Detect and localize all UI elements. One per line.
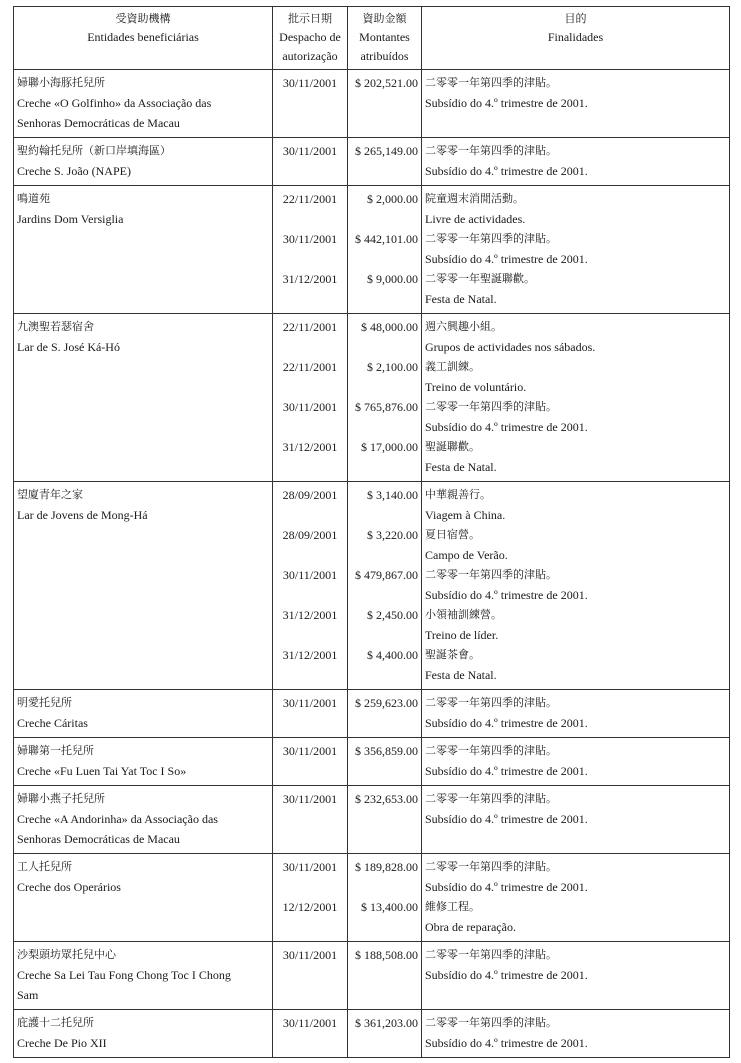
grant-date: 30/11/2001: [282, 1016, 338, 1030]
entity-name-line: 庇護十二托兒所: [17, 1016, 94, 1029]
entity-name-line: Creche «A Andorinha» da Associação das: [17, 812, 218, 826]
entity-cell: [14, 690, 273, 738]
grant-date: 30/11/2001: [282, 76, 338, 90]
table-row: [14, 482, 730, 690]
entity-name-line: 沙梨頭坊眾托兒中心: [17, 948, 116, 961]
purpose-cell: [422, 186, 730, 314]
grant-purpose-line: 週六興趣小組。: [425, 320, 502, 333]
amount-cell: [348, 482, 422, 690]
table-row: [14, 138, 730, 186]
amount-cell: [348, 138, 422, 186]
grant-date: 31/12/2001: [282, 608, 338, 622]
spacer: [273, 161, 347, 181]
grant-amount: $ 361,203.00: [355, 1016, 418, 1030]
spacer: [273, 585, 347, 605]
spacer: [348, 93, 421, 113]
spacer: [273, 877, 347, 897]
grant-date: 30/11/2001: [282, 792, 338, 806]
spacer: [348, 665, 421, 685]
grant-amount: $ 2,100.00: [367, 360, 418, 374]
date-cell: [273, 482, 348, 690]
entity-name-line: Creche «O Golfinho» da Associação das: [17, 96, 212, 110]
grant-purpose-line: 二零零一年第四季的津貼。: [425, 948, 557, 961]
entity-cell: [14, 482, 273, 690]
header-amount: 資助金額 Montantes atribuídos: [348, 7, 422, 70]
entity-cell: [14, 854, 273, 942]
spacer: [273, 665, 347, 685]
grant-date: 30/11/2001: [282, 696, 338, 710]
entity-name-line: 明愛托兒所: [17, 696, 72, 709]
grant-purpose-line: Subsídio do 4.º trimestre de 2001.: [425, 716, 588, 730]
entity-name-line: 工人托兒所: [17, 860, 72, 873]
grant-purpose-line: Festa de Natal.: [425, 668, 497, 682]
spacer: [348, 457, 421, 477]
entity-name-line: 婦聯第一托兒所: [17, 744, 94, 757]
date-cell: [273, 942, 348, 1010]
grant-purpose-line: 二零零一年第四季的津貼。: [425, 144, 557, 157]
entity-cell: [14, 186, 273, 314]
spacer: [348, 877, 421, 897]
table-row: [14, 854, 730, 942]
grant-purpose-line: Festa de Natal.: [425, 292, 497, 306]
grant-amount: $ 3,140.00: [367, 488, 418, 502]
grant-date: 31/12/2001: [282, 440, 338, 454]
spacer: [348, 585, 421, 605]
entity-name-line: 鳴道苑: [17, 192, 50, 205]
grant-purpose-line: 二零零一年第四季的津貼。: [425, 1016, 557, 1029]
grant-purpose-line: 聖誕茶會。: [425, 648, 480, 661]
purpose-cell: [422, 942, 730, 1010]
spacer: [348, 249, 421, 269]
grant-amount: $ 265,149.00: [355, 144, 418, 158]
spacer: [348, 417, 421, 437]
grant-purpose-line: Subsídio do 4.º trimestre de 2001.: [425, 968, 588, 982]
entity-cell: [14, 70, 273, 138]
entity-name-line: 婦聯小燕子托兒所: [17, 792, 105, 805]
grant-date: 30/11/2001: [282, 568, 338, 582]
spacer: [348, 337, 421, 357]
spacer: [273, 377, 347, 397]
spacer: [348, 917, 421, 937]
spacer: [273, 1033, 347, 1053]
table-row: [14, 186, 730, 314]
spacer: [273, 93, 347, 113]
purpose-cell: [422, 1010, 730, 1058]
spacer: [348, 545, 421, 565]
purpose-cell: [422, 138, 730, 186]
grant-purpose-line: Subsídio do 4.º trimestre de 2001.: [425, 252, 588, 266]
grant-amount: $ 2,000.00: [367, 192, 418, 206]
grant-purpose-line: 二零零一年第四季的津貼。: [425, 568, 557, 581]
entity-name-line: Creche De Pio XII: [17, 1036, 107, 1050]
grant-amount: $ 232,653.00: [355, 792, 418, 806]
spacer: [348, 505, 421, 525]
grant-purpose-line: Grupos de actividades nos sábados.: [425, 340, 596, 354]
grant-date: 22/11/2001: [282, 320, 338, 334]
grant-purpose-line: Subsídio do 4.º trimestre de 2001.: [425, 880, 588, 894]
amount-cell: [348, 786, 422, 854]
spacer: [348, 809, 421, 829]
grant-date: 28/09/2001: [282, 488, 338, 502]
amount-cell: [348, 70, 422, 138]
grant-purpose-line: 院童週末消閒活動。: [425, 192, 524, 205]
purpose-cell: [422, 690, 730, 738]
date-cell: [273, 186, 348, 314]
spacer: [273, 209, 347, 229]
entity-name-line: Senhoras Democráticas de Macau: [17, 832, 180, 846]
entity-name-line: 望廈青年之家: [17, 488, 83, 501]
spacer: [348, 761, 421, 781]
grant-date: 31/12/2001: [282, 272, 338, 286]
entity-name-line: 聖約翰托兒所（新口岸填海區）: [17, 144, 171, 157]
grant-purpose-line: 二零零一年第四季的津貼。: [425, 696, 557, 709]
entity-cell: [14, 738, 273, 786]
grant-purpose-line: 二零零一年聖誕聯歡。: [425, 272, 535, 285]
table-row: [14, 1010, 730, 1058]
entity-name-line: Lar de S. José Ká-Hó: [17, 340, 120, 354]
grant-date: 30/11/2001: [282, 860, 338, 874]
grant-amount: $ 442,101.00: [355, 232, 418, 246]
grant-amount: $ 259,623.00: [355, 696, 418, 710]
grant-amount: $ 48,000.00: [361, 320, 418, 334]
spacer: [348, 965, 421, 985]
purpose-cell: [422, 482, 730, 690]
grant-amount: $ 765,876.00: [355, 400, 418, 414]
spacer: [273, 625, 347, 645]
date-cell: [273, 738, 348, 786]
spacer: [348, 713, 421, 733]
grant-amount: $ 17,000.00: [361, 440, 418, 454]
grant-purpose-line: Subsídio do 4.º trimestre de 2001.: [425, 420, 588, 434]
entity-cell: [14, 314, 273, 482]
date-cell: [273, 786, 348, 854]
grant-purpose-line: Subsídio do 4.º trimestre de 2001.: [425, 764, 588, 778]
grant-amount: $ 356,859.00: [355, 744, 418, 758]
grant-purpose-line: Livre de actividades.: [425, 212, 526, 226]
grant-date: 31/12/2001: [282, 648, 338, 662]
entity-cell: [14, 786, 273, 854]
grant-amount: $ 13,400.00: [361, 900, 418, 914]
header-row: [14, 7, 730, 70]
grant-purpose-line: 二零零一年第四季的津貼。: [425, 860, 557, 873]
entity-name-line: Creche dos Operários: [17, 880, 121, 894]
table-row: [14, 690, 730, 738]
amount-cell: [348, 186, 422, 314]
grant-amount: $ 3,220.00: [367, 528, 418, 542]
spacer: [348, 161, 421, 181]
spacer: [273, 417, 347, 437]
grant-purpose-line: 中華親善行。: [425, 488, 491, 501]
entity-name-line: 九澳聖若瑟宿舍: [17, 320, 94, 333]
entity-name-line: Creche Cáritas: [17, 716, 88, 730]
spacer: [348, 289, 421, 309]
grant-purpose-line: Subsídio do 4.º trimestre de 2001.: [425, 96, 588, 110]
spacer: [348, 209, 421, 229]
grant-purpose-line: 二零零一年第四季的津貼。: [425, 232, 557, 245]
entity-name-line: Creche Sa Lei Tau Fong Chong Toc I Chong: [17, 968, 231, 982]
spacer: [273, 289, 347, 309]
grant-date: 22/11/2001: [282, 192, 338, 206]
grant-purpose-line: 二零零一年第四季的津貼。: [425, 400, 557, 413]
grant-date: 30/11/2001: [282, 400, 338, 414]
table-row: [14, 942, 730, 1010]
grants-table: [13, 6, 730, 1058]
purpose-cell: [422, 70, 730, 138]
entity-name-line: Sam: [17, 988, 39, 1002]
grant-purpose-line: Subsídio do 4.º trimestre de 2001.: [425, 164, 588, 178]
table-row: [14, 738, 730, 786]
amount-cell: [348, 854, 422, 942]
amount-cell: [348, 690, 422, 738]
spacer: [273, 249, 347, 269]
header-purpose: 目的 Finalidades: [422, 7, 730, 70]
grant-date: 28/09/2001: [282, 528, 338, 542]
table-row: [14, 314, 730, 482]
grant-purpose-line: 二零零一年第四季的津貼。: [425, 744, 557, 757]
spacer: [273, 457, 347, 477]
amount-cell: [348, 738, 422, 786]
date-cell: [273, 1010, 348, 1058]
entity-name-line: Creche «Fu Luen Tai Yat Toc I So»: [17, 764, 187, 778]
grant-purpose-line: 聖誕聯歡。: [425, 440, 480, 453]
grant-purpose-line: 小領袖訓練營。: [425, 608, 502, 621]
grant-purpose-line: Subsídio do 4.º trimestre de 2001.: [425, 812, 588, 826]
spacer: [273, 965, 347, 985]
entity-cell: [14, 138, 273, 186]
amount-cell: [348, 1010, 422, 1058]
grant-amount: $ 202,521.00: [355, 76, 418, 90]
grant-amount: $ 9,000.00: [367, 272, 418, 286]
purpose-cell: [422, 738, 730, 786]
spacer: [348, 625, 421, 645]
grant-purpose-line: Subsídio do 4.º trimestre de 2001.: [425, 1036, 588, 1050]
amount-cell: [348, 314, 422, 482]
grant-purpose-line: Treino de voluntário.: [425, 380, 527, 394]
date-cell: [273, 70, 348, 138]
grant-date: 22/11/2001: [282, 360, 338, 374]
grant-purpose-line: 夏日宿營。: [425, 528, 480, 541]
spacer: [348, 377, 421, 397]
amount-cell: [348, 942, 422, 1010]
grant-date: 30/11/2001: [282, 144, 338, 158]
grant-purpose-line: Subsídio do 4.º trimestre de 2001.: [425, 588, 588, 602]
grant-date: 30/11/2001: [282, 232, 338, 246]
spacer: [273, 761, 347, 781]
grant-purpose-line: Festa de Natal.: [425, 460, 497, 474]
date-cell: [273, 854, 348, 942]
purpose-cell: [422, 854, 730, 942]
entity-cell: [14, 942, 273, 1010]
spacer: [348, 1033, 421, 1053]
entity-name-line: Lar de Jovens de Mong-Há: [17, 508, 148, 522]
entity-name-line: Jardins Dom Versiglia: [17, 212, 124, 226]
grant-purpose-line: 維修工程。: [425, 900, 480, 913]
spacer: [273, 545, 347, 565]
header-entities: 受資助機構 Entidades beneficiárias: [14, 7, 273, 70]
grant-amount: $ 189,828.00: [355, 860, 418, 874]
header-date: 批示日期 Despacho de autorização: [273, 7, 348, 70]
grant-purpose-line: Campo de Verão.: [425, 548, 508, 562]
grant-purpose-line: Obra de reparação.: [425, 920, 516, 934]
purpose-cell: [422, 314, 730, 482]
table-row: [14, 70, 730, 138]
date-cell: [273, 690, 348, 738]
date-cell: [273, 138, 348, 186]
entity-cell: [14, 1010, 273, 1058]
spacer: [273, 713, 347, 733]
grant-amount: $ 188,508.00: [355, 948, 418, 962]
grant-amount: $ 2,450.00: [367, 608, 418, 622]
grant-purpose-line: 二零零一年第四季的津貼。: [425, 76, 557, 89]
grant-purpose-line: 義工訓練。: [425, 360, 480, 373]
purpose-cell: [422, 786, 730, 854]
grant-date: 30/11/2001: [282, 948, 338, 962]
grant-date: 12/12/2001: [282, 900, 338, 914]
entity-name-line: Creche S. João (NAPE): [17, 164, 131, 178]
spacer: [273, 337, 347, 357]
grant-date: 30/11/2001: [282, 744, 338, 758]
grant-amount: $ 4,400.00: [367, 648, 418, 662]
entity-name-line: Senhoras Democráticas de Macau: [17, 116, 180, 130]
grant-amount: $ 479,867.00: [355, 568, 418, 582]
grant-purpose-line: Treino de líder.: [425, 628, 499, 642]
spacer: [273, 809, 347, 829]
date-cell: [273, 314, 348, 482]
spacer: [273, 505, 347, 525]
spacer: [273, 917, 347, 937]
table-row: [14, 786, 730, 854]
entity-name-line: 婦聯小海豚托兒所: [17, 76, 105, 89]
grant-purpose-line: Viagem à China.: [425, 508, 506, 522]
grant-purpose-line: 二零零一年第四季的津貼。: [425, 792, 557, 805]
